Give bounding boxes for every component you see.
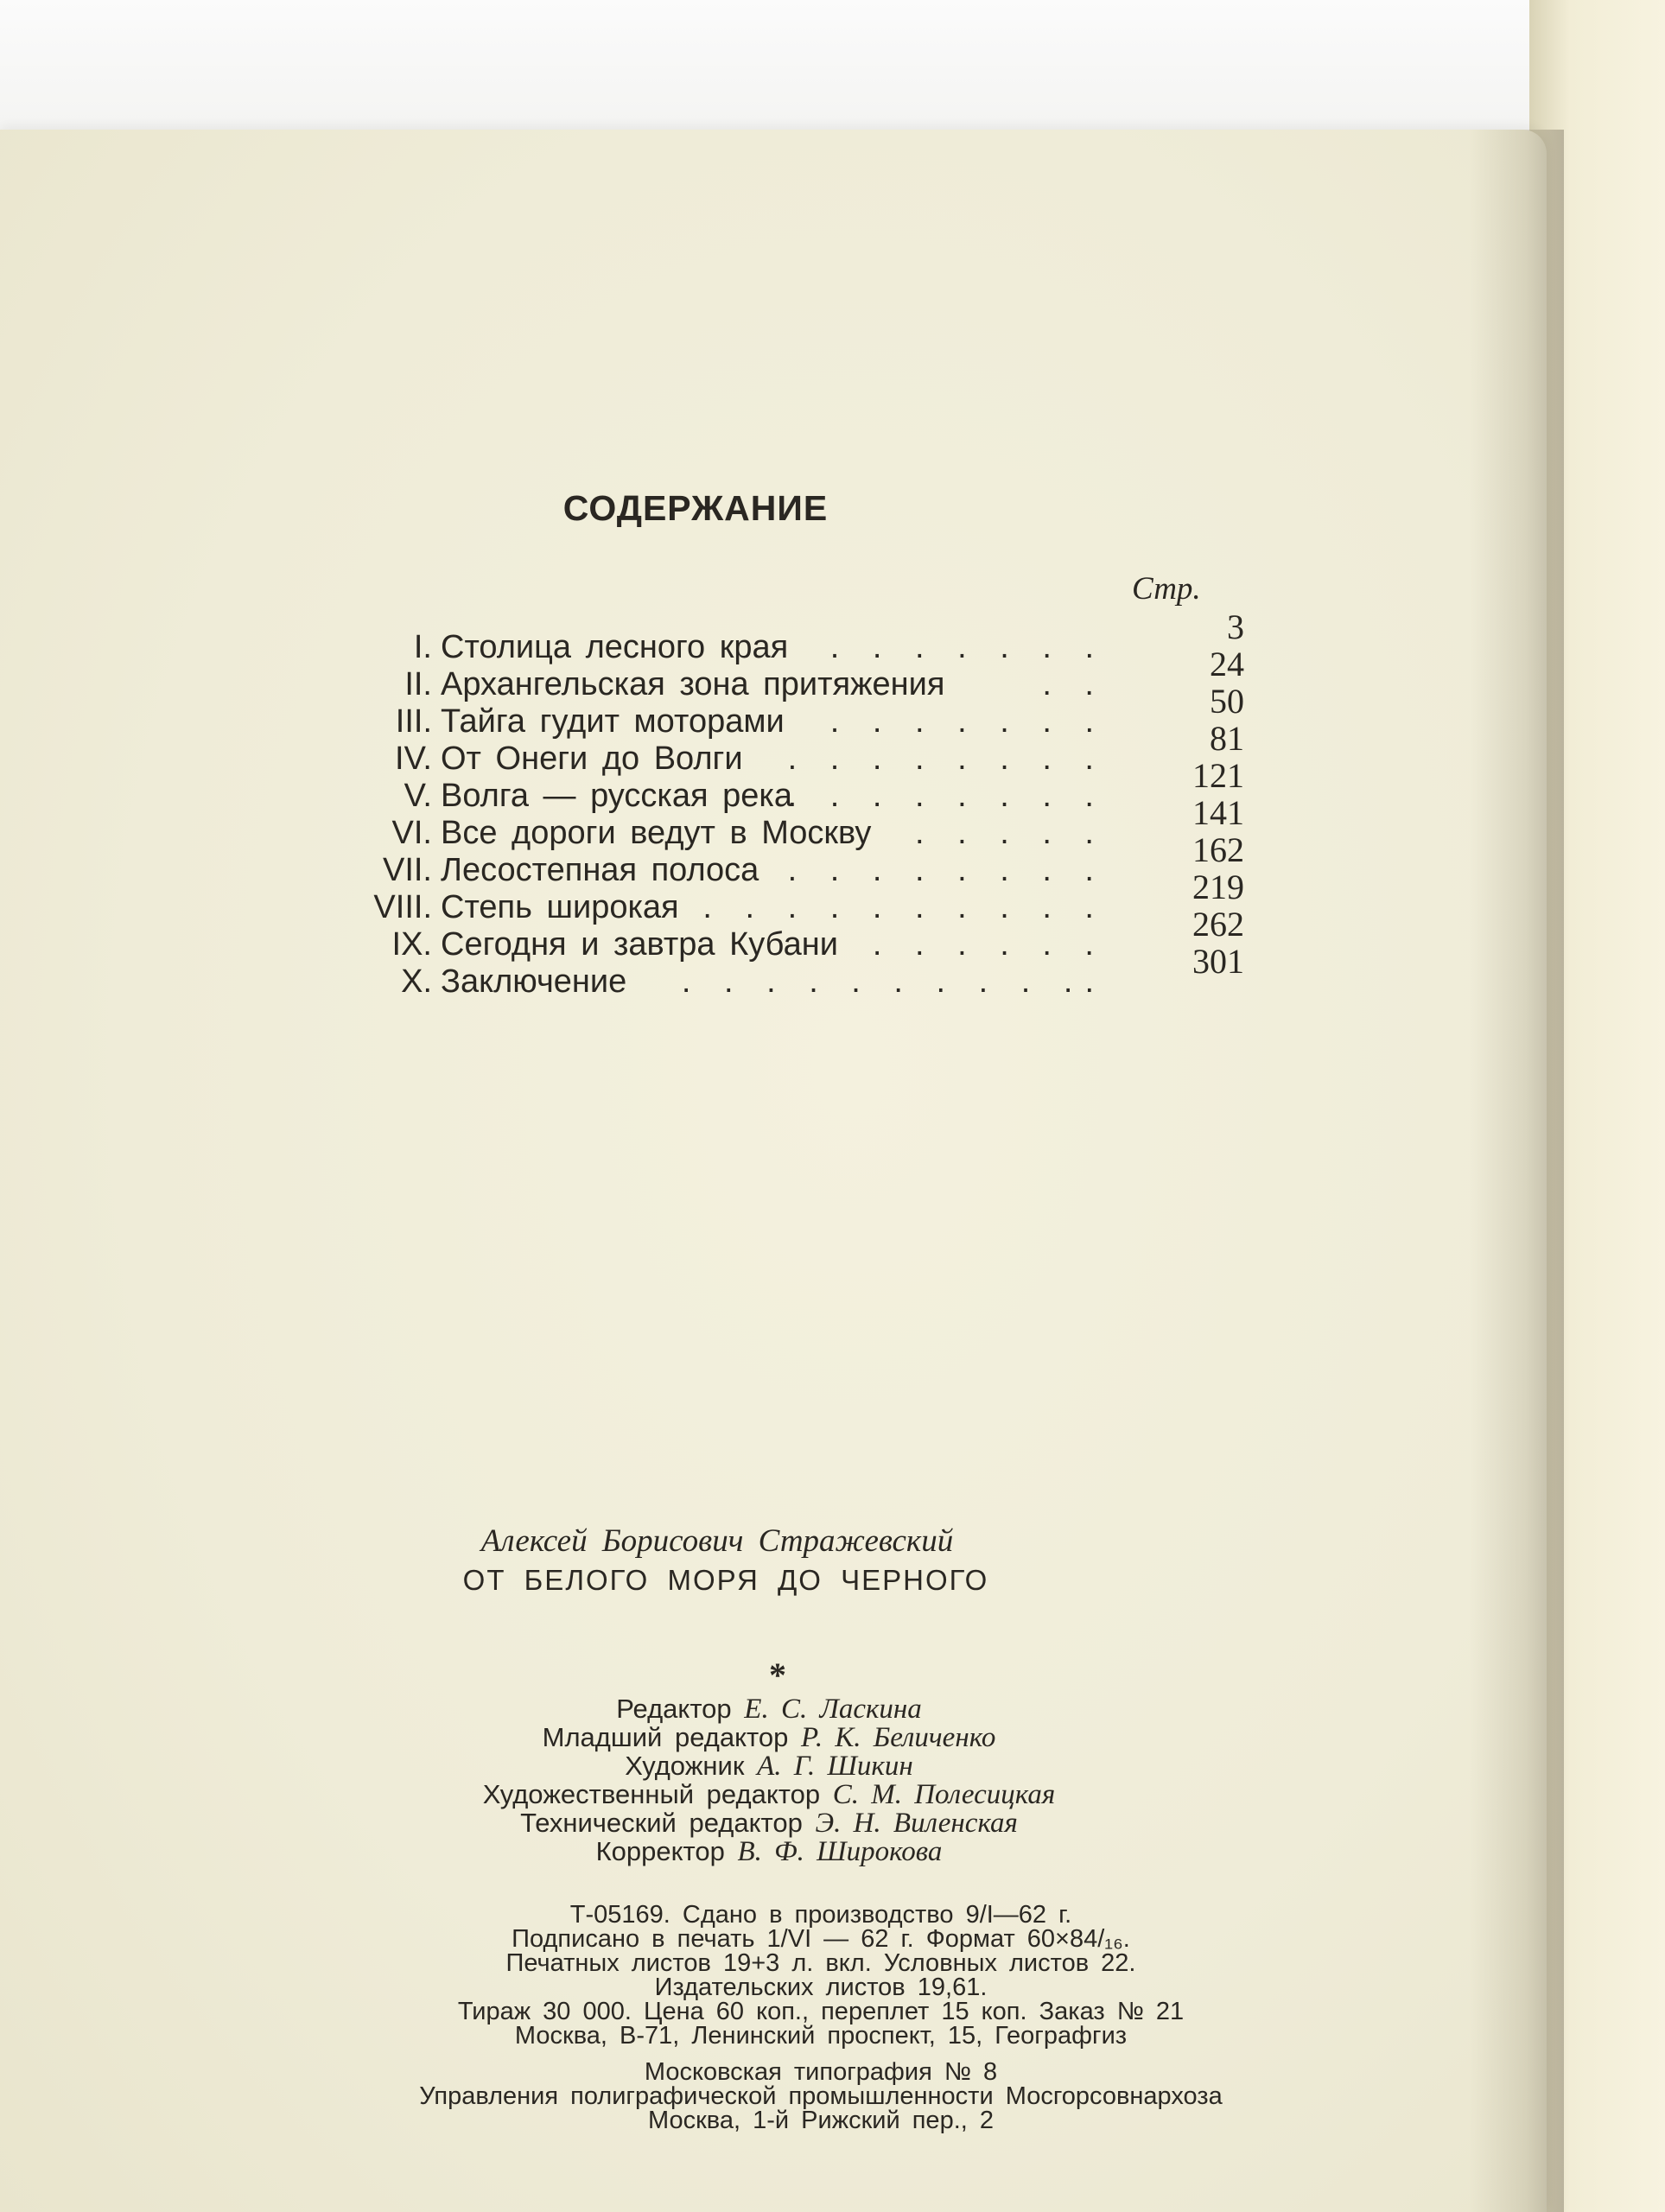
credit-person: Э. Н. Виленская [815, 1808, 1018, 1839]
section-asterisk: * [769, 1656, 786, 1694]
toc-item-title: Степь широкая [441, 889, 679, 925]
toc-item-number: III. [395, 703, 432, 740]
imprint-line: Москва, В-71, Ленинский проспект, 15, Географгиз [514, 2022, 1128, 2050]
imprint-line: Москва, 1-й Рижский пер., 2 [647, 2107, 994, 2134]
credit-person: В. Ф. Широкова [737, 1836, 943, 1867]
toc-item-leader: . . . . . . . . [787, 778, 1106, 814]
credit-person: Р. К. Беличенко [800, 1722, 996, 1753]
toc-item-page: 162 [1192, 830, 1244, 869]
credit-role: Корректор [595, 1836, 725, 1866]
imprint-line: Издательских листов 19,61. [654, 1974, 988, 2001]
credit-role: Художественный редактор [482, 1779, 821, 1809]
toc-item-leader: . . . . . . . . . .. [681, 963, 1106, 1000]
toc-item-leader: . . . . . . . [829, 703, 1106, 740]
toc-item-title: Заключение [441, 963, 627, 1000]
toc-item-title: Лесостепная полоса [441, 852, 759, 888]
imprint-line: Подписано в печать 1/VI — 62 г. Формат 60×84/₁₆. [512, 1925, 1130, 1953]
credit-role: Художник [625, 1751, 745, 1781]
toc-item-leader: . . . . . . . [829, 629, 1106, 665]
toc-item-leader: . . . . . [914, 815, 1106, 851]
toc-item-title: Все дороги ведут в Москву [441, 815, 872, 851]
credit-person: С. М. Полесицкая [832, 1779, 1056, 1810]
toc-item-title: Тайга гудит моторами [441, 703, 785, 740]
credit-line [0, 1836, 1538, 1865]
imprint-line: Тираж 30 000. Цена 60 коп., переплет 15 коп. Заказ № 21 [457, 1998, 1185, 2025]
toc-item-title: Архангельская зона притяжения [441, 666, 945, 702]
toc-item-page: 121 [1192, 756, 1244, 795]
credit-person: А. Г. Шикин [757, 1751, 913, 1782]
credit-line [0, 1751, 1538, 1782]
toc-item-number: I. [413, 629, 432, 665]
toc-item-page: 50 [1210, 682, 1244, 721]
toc-item-page: 81 [1210, 719, 1244, 758]
toc-item-title: Волга — русская река [441, 778, 792, 814]
toc-item-number: V. [404, 778, 432, 814]
toc-item-leader: . . . . . . . . [787, 852, 1106, 888]
toc-item-number: VII. [382, 852, 432, 888]
contents-heading: СОДЕРЖАНИЕ [562, 488, 829, 528]
table-surface [0, 0, 1665, 147]
credit-role: Технический редактор [520, 1808, 803, 1838]
credit-role: Редактор [616, 1694, 732, 1724]
toc-item-page: 301 [1192, 942, 1244, 981]
imprint-line: Печатных листов 19+3 л. вкл. Условных листов 22. [505, 1949, 1136, 1977]
imprint-line: Московская типография № 8 [644, 2058, 998, 2086]
page-curve-shadow [1469, 130, 1564, 2212]
credit-person: Е. С. Ласкина [744, 1694, 922, 1725]
toc-item-number: VI. [391, 815, 432, 851]
credit-line [0, 1779, 1538, 1808]
imprint-block [0, 1901, 1642, 2134]
toc-item-leader: . . [1042, 666, 1106, 702]
toc-item-page: 24 [1210, 645, 1244, 683]
page-column-label: Стр. [1132, 571, 1201, 607]
toc-item-number: II. [404, 666, 432, 702]
toc-item-page: 219 [1192, 868, 1244, 906]
credit-line [0, 1694, 1538, 1725]
toc-item-number: IV. [395, 741, 432, 777]
credit-line [0, 1722, 1538, 1751]
imprint-line: Т-05169. Сдано в производство 9/I—62 г. [569, 1901, 1072, 1929]
toc-item-leader: . . . . . . . . . . [702, 889, 1106, 925]
credit-line [0, 1808, 1538, 1839]
toc-item-page: 141 [1192, 793, 1244, 832]
credit-role: Младший редактор [542, 1722, 789, 1752]
imprint-line: Управления полиграфической промышленности Мосгорсовнархоза [419, 2082, 1223, 2110]
toc-item-title: Столица лесного края [441, 629, 789, 665]
table-of-contents [328, 607, 1244, 1000]
book-page [0, 130, 1547, 2212]
toc-item-page: 3 [1227, 607, 1244, 646]
toc-item-number: X. [401, 963, 432, 1000]
book-title: ОТ БЕЛОГО МОРЯ ДО ЧЕРНОГО [462, 1564, 989, 1596]
toc-item-title: От Онеги до Волги [441, 741, 743, 777]
toc-item-title: Сегодня и завтра Кубани [441, 926, 838, 963]
author-name: Алексей Борисович Стражевский [480, 1523, 954, 1559]
toc-item-number: IX. [391, 926, 432, 963]
toc-item-leader: . . . . . . [872, 926, 1106, 963]
toc-item-page: 262 [1192, 905, 1244, 944]
toc-item-leader: . . . . . . . . [787, 741, 1106, 777]
toc-item-number: VIII. [373, 889, 432, 925]
credits-block [0, 1694, 1538, 1865]
